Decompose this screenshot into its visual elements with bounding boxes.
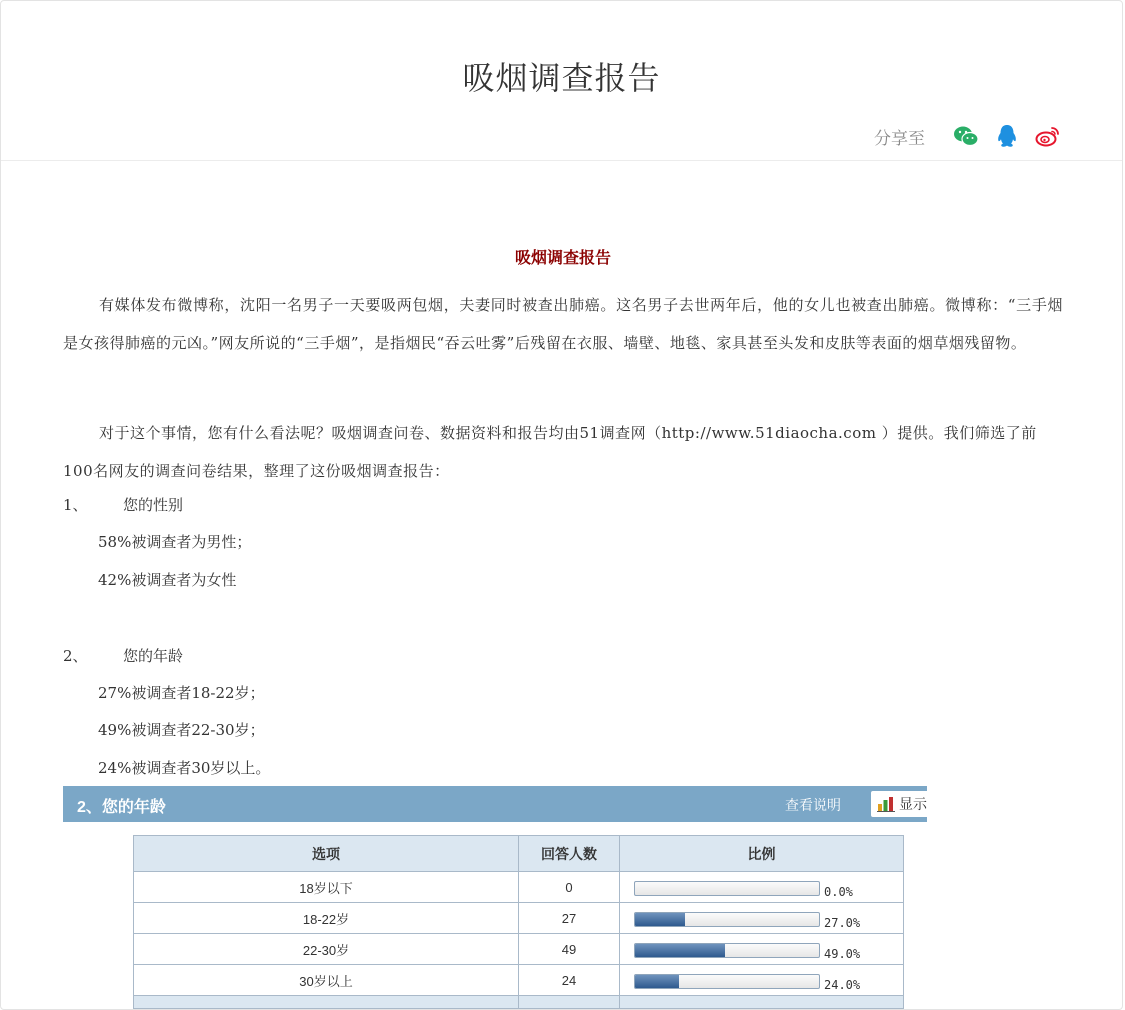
question-2-answer: 49%被调查者22-30岁； [98,721,265,739]
question-1-text: 您的性别 [123,496,184,514]
wechat-icon[interactable] [952,122,980,150]
survey-question-bar [63,786,927,822]
progress-fill [635,913,685,926]
ratio-cell [620,903,904,934]
percent-label: 27.0% [824,916,861,930]
view-explanation-link[interactable]: 查看说明 [785,797,841,813]
table-row [134,934,904,965]
table-footer-row [134,996,904,1009]
ratio-cell [620,965,904,996]
share-label: 分享至 [874,128,925,149]
question-1-title [63,495,183,515]
count-cell: 49 [519,934,620,965]
display-chart-label: 显示 [899,796,927,812]
count-cell: 0 [519,872,620,903]
count-cell: 24 [519,965,620,996]
ratio-cell [620,872,904,903]
question-2-answer: 27%被调查者18-22岁； [98,684,265,702]
paragraph-source: 对于这个事情，您有什么看法呢？吸烟调查问卷、数据资料和报告均由51调查网（http://www.51diaocha.com ）提供。我们筛选了前100名网友的调查问卷结果，整理了这份吸烟调查报告： [63,424,1037,480]
percent-label: 24.0% [824,978,861,992]
bar-chart-icon [877,796,895,812]
ratio-cell [620,934,904,965]
results-table [133,835,904,1009]
question-1-answer: 42%被调查者为女性 [98,571,237,589]
progress-bar [634,881,820,896]
question-2-answer: 24%被调查者30岁以上。 [98,759,271,777]
option-cell: 18岁以下 [134,872,519,903]
question-1-number: 1、 [63,496,88,514]
table-header-row [134,836,904,872]
display-chart-button[interactable] [871,791,927,817]
percent-label: 49.0% [824,947,861,961]
question-1-answer: 58%被调查者为男性； [98,533,252,551]
progress-bar [634,912,820,927]
header-ratio: 比例 [620,836,904,872]
option-cell: 30岁以上 [134,965,519,996]
table-row [134,903,904,934]
progress-fill [635,944,725,957]
table-row [134,965,904,996]
table-row [134,872,904,903]
progress-fill [635,975,679,988]
option-cell: 22-30岁 [134,934,519,965]
progress-bar [634,943,820,958]
paragraph-intro: 有媒体发布微博称，沈阳一名男子一天要吸两包烟，夫妻同时被查出肺癌。这名男子去世两年后，他的女儿也被查出肺癌。微博称：“三手烟是女孩得肺癌的元凶。”网友所说的“三手烟”，是指烟民“吞云吐雾”后残留在衣服、墙壁、地毯、家具甚至头发和皮肤等表面的烟草烟残留物。 [63,296,1063,352]
question-2-number: 2、 [63,647,88,665]
page-title: 吸烟调查报告 [462,59,661,97]
header-count: 回答人数 [519,836,620,872]
percent-label: 0.0% [824,885,853,899]
header-option: 选项 [134,836,519,872]
article-title: 吸烟调查报告 [514,248,611,267]
qq-icon[interactable] [993,122,1021,150]
progress-bar [634,974,820,989]
count-cell: 27 [519,903,620,934]
share-bar [874,121,1062,151]
question-2-title [63,646,183,666]
page-header [1,1,1122,161]
question-2-text: 您的年龄 [123,647,184,665]
option-cell: 18-22岁 [134,903,519,934]
weibo-icon[interactable] [1034,122,1062,150]
survey-question-title: 2、您的年龄 [77,799,166,816]
